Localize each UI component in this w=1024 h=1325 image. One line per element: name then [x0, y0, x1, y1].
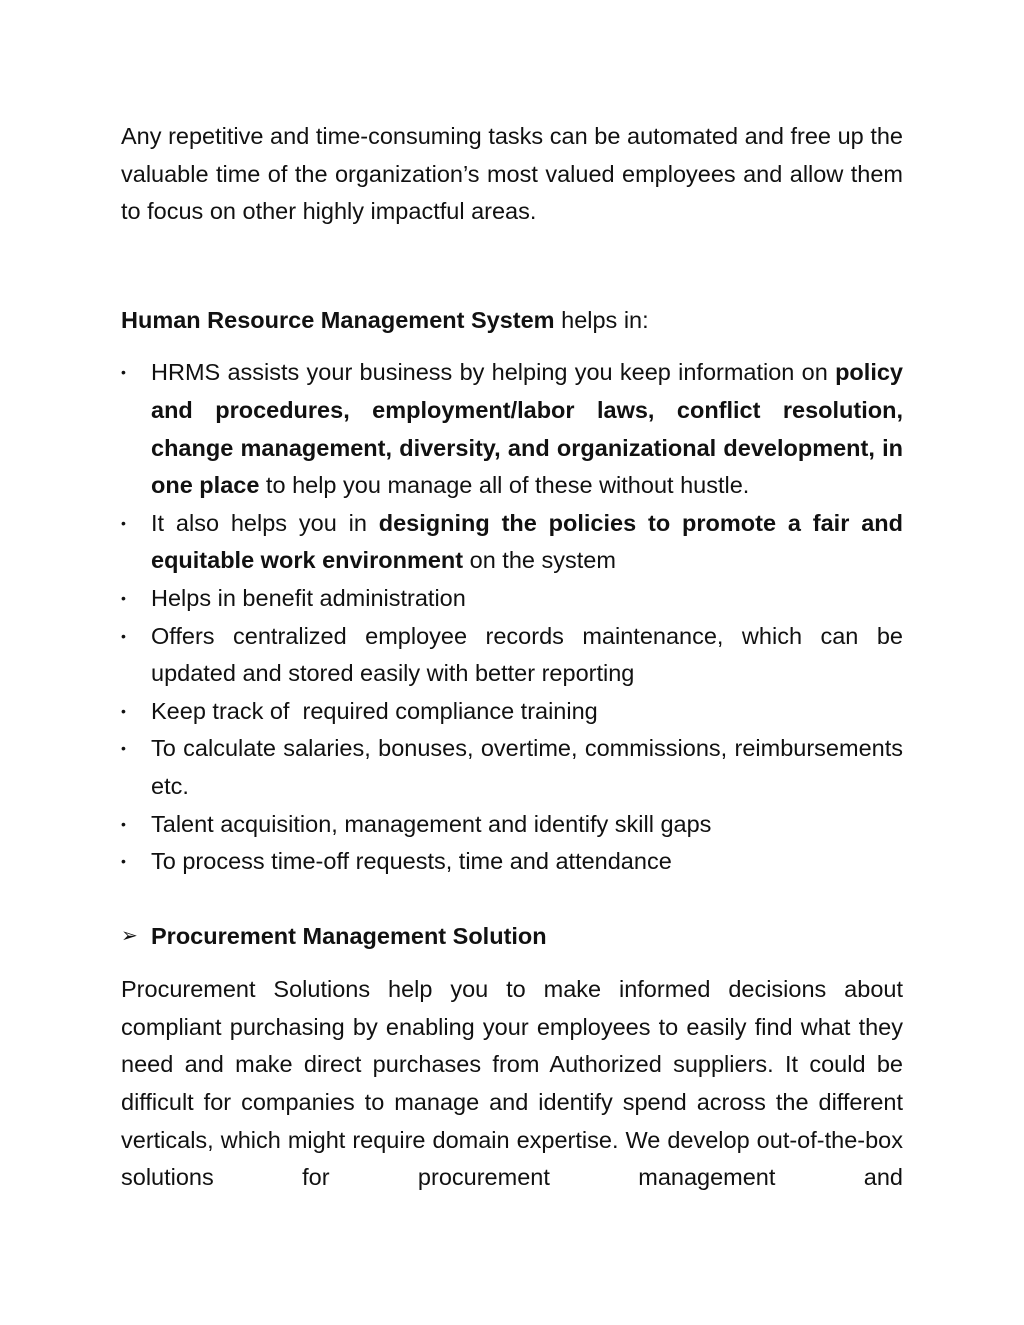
- bullet-icon: •: [121, 815, 126, 832]
- list-item: [121, 730, 903, 805]
- bullet-icon: •: [121, 702, 126, 719]
- intro-paragraph: Any repetitive and time-consuming tasks can be automated and free up the valuable time of the organization’s most valued employees and allow them to focus on other highly impactful areas.: [121, 123, 903, 225]
- list-item: [121, 505, 903, 580]
- procurement-paragraph: Procurement Solutions help you to make informed decisions about compliant purchasing by enabling your employees to easily find what they need and make direct purchases from Authorized suppliers. It could be difficult for companies to manage and identify spend across the different verticals, which might require domain expertise. We develop out-of-the-box solutions for procurement management and: [121, 976, 903, 1191]
- bullet-icon: •: [121, 627, 126, 644]
- list-item: [121, 618, 903, 693]
- list-item: [121, 580, 903, 618]
- hrms-heading: [121, 302, 903, 340]
- procurement-heading-text: Procurement Management Solution: [151, 922, 547, 949]
- list-item-text: to help you manage all of these without hustle.: [259, 472, 750, 499]
- hrms-heading-bold: Human Resource Management System: [121, 306, 555, 333]
- bullet-icon: •: [121, 514, 126, 531]
- list-item: [121, 806, 903, 844]
- list-item-text: It also helps you in: [151, 509, 379, 536]
- list-item-text: Helps in benefit administration: [151, 584, 466, 611]
- list-item: [121, 843, 903, 881]
- bullet-icon: •: [121, 364, 126, 381]
- list-item-bold-text: designing the policies to promote a fair and equitable work environment: [151, 509, 903, 574]
- list-item: [121, 693, 903, 731]
- bullet-icon: •: [121, 740, 126, 757]
- hrms-heading-rest: helps in:: [554, 306, 649, 333]
- procurement-section-heading: [121, 918, 903, 956]
- list-item-text: HRMS assists your business by helping you keep information on: [151, 359, 836, 386]
- hrms-bullet-list: [121, 354, 903, 880]
- list-item-text: on the system: [463, 547, 616, 574]
- list-item-bold-text: policy and procedures, employment/labor laws, conflict resolution, change management, diversity, and organizational development, in one place: [151, 359, 903, 499]
- list-item: [121, 354, 903, 504]
- list-item-text: Keep track of required compliance training: [151, 697, 598, 724]
- arrow-bullet-icon: ➢: [121, 924, 138, 947]
- list-item-text: To calculate salaries, bonuses, overtime, commissions, reimbursements etc.: [151, 735, 903, 799]
- bullet-icon: •: [121, 589, 126, 606]
- bullet-icon: •: [121, 853, 126, 870]
- document-page: [121, 118, 903, 1197]
- list-item-text: To process time-off requests, time and attendance: [151, 848, 672, 875]
- list-item-text: Talent acquisition, management and identify skill gaps: [151, 810, 712, 837]
- list-item-text: Offers centralized employee records maintenance, which can be updated and stored easily with better reporting: [151, 622, 903, 687]
